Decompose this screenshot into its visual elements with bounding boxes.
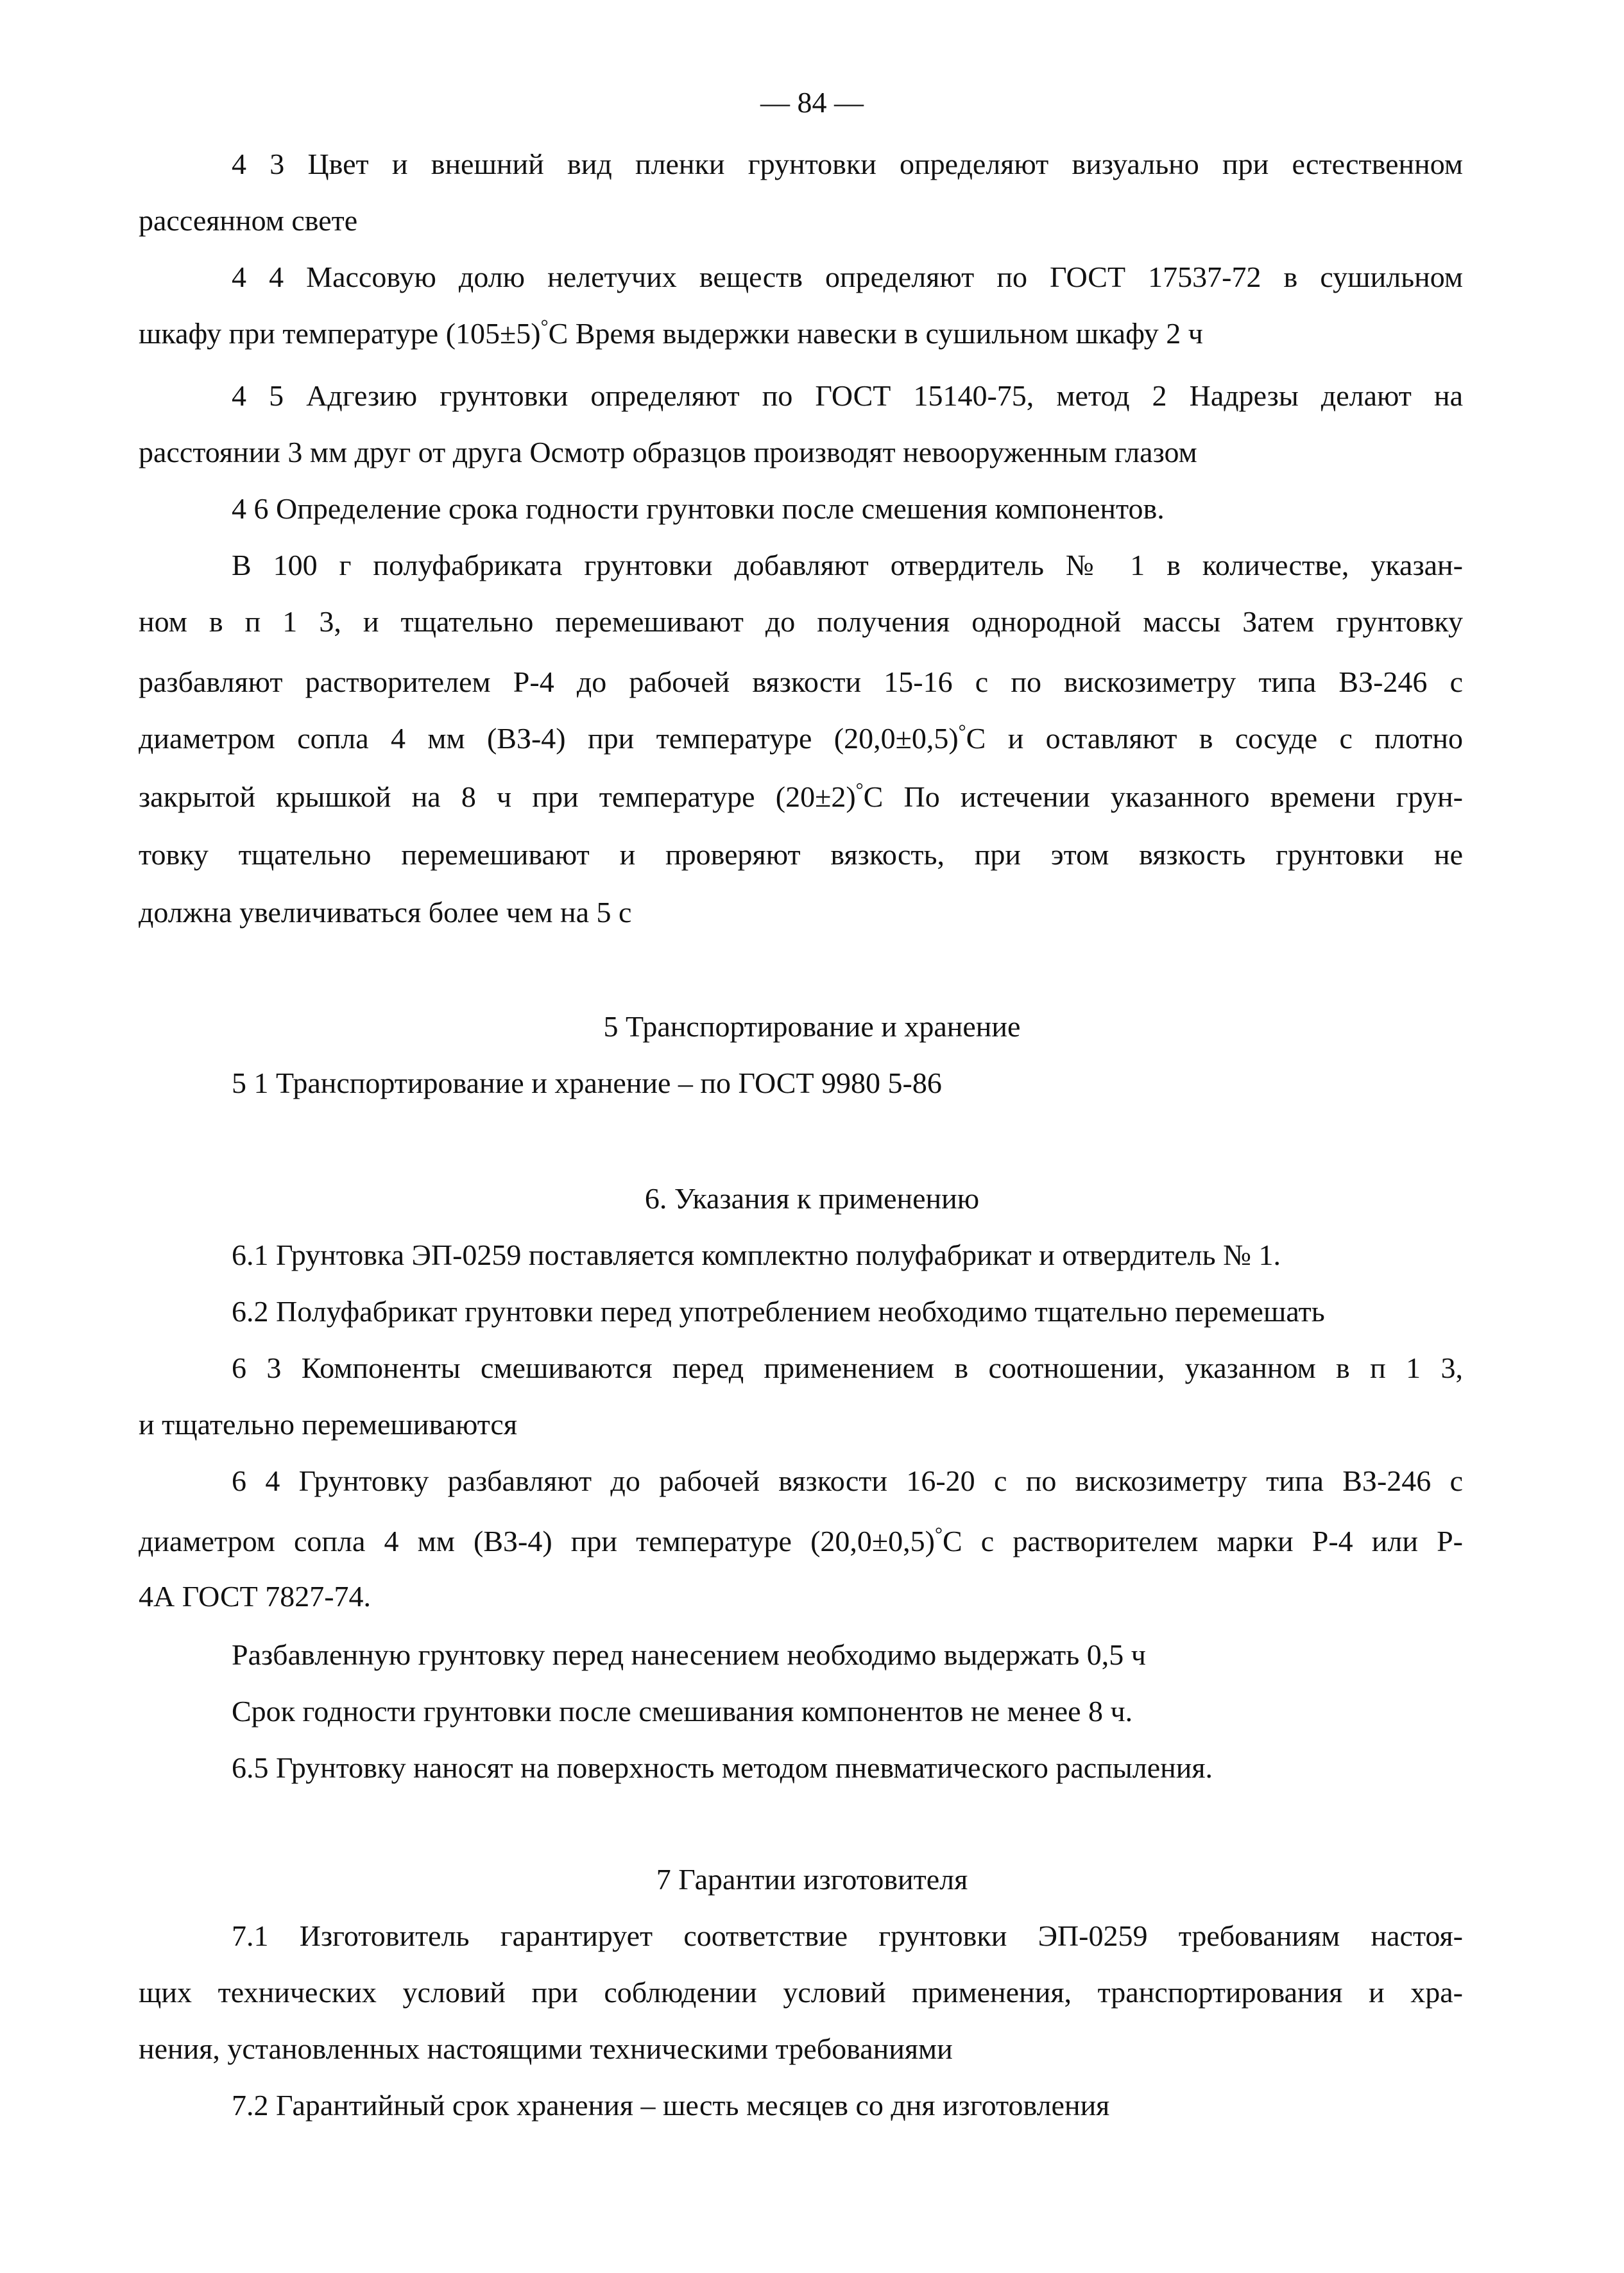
paragraph-4-3-line-1: 4 3 Цвет и внешний вид пленки грунтовки определяют визуально при естественном: [232, 148, 1463, 180]
section-6-heading: 6. Указания к применению: [644, 1182, 980, 1215]
paragraph-7-1-line-2: щих технических условий при соблюдении условий применения, транспортирования и хра-: [139, 1976, 1463, 2009]
paragraph-4-4-line-1: 4 4 Массовую долю нелетучих веществ определяют по ГОСТ 17537-72 в сушильном: [232, 261, 1463, 293]
paragraph-4-4-line-2: шкафу при температуре (105±5)°С Время выдержки навески в сушильном шкафу 2 ч: [139, 316, 1203, 350]
paragraph-4-5-line-1: 4 5 Адгезию грунтовки определяют по ГОСТ 15140-75, метод 2 Надрезы делают на: [232, 379, 1463, 412]
paragraph-dilution: Разбавленную грунтовку перед нанесением необходимо выдержать 0,5 ч: [232, 1638, 1146, 1671]
paragraph-5-1: 5 1 Транспортирование и хранение – по ГОСТ 9980 5-86: [232, 1067, 942, 1099]
paragraph-6-3-line-2: и тщательно перемешиваются: [139, 1408, 517, 1441]
paragraph-6-4-line-1: 6 4 Грунтовку разбавляют до рабочей вязкости 16-20 с по вискозиметру типа ВЗ-246 с: [232, 1464, 1463, 1497]
paragraph-4-3-line-2: рассеянном свете: [139, 204, 358, 237]
paragraph-method-line-3: разбавляют растворителем Р-4 до рабочей вязкости 15-16 с по вискозиметру типа ВЗ-246 с: [139, 665, 1463, 698]
paragraph-method-line-7: должна увеличиваться более чем на 5 с: [139, 896, 632, 929]
section-7-heading: 7 Гарантии изготовителя: [656, 1863, 968, 1896]
paragraph-pot-life: Срок годности грунтовки после смешивания компонентов не менее 8 ч.: [232, 1695, 1133, 1728]
paragraph-6-4-line-3: 4А ГОСТ 7827-74.: [139, 1580, 372, 1613]
paragraph-4-5-line-2: расстоянии 3 мм друг от друга Осмотр образцов производят невооруженным глазом: [139, 436, 1197, 468]
paragraph-4-6: 4 6 Определение срока годности грунтовки после смешения компонентов.: [232, 492, 1165, 525]
paragraph-7-2: 7.2 Гарантийный срок хранения – шесть месяцев со дня изготовления: [232, 2089, 1110, 2122]
section-5-heading: 5 Транспортирование и хранение: [603, 1010, 1021, 1043]
paragraph-method-line-6: товку тщательно перемешивают и проверяют вязкость, при этом вязкость грунтовки не: [139, 838, 1463, 871]
paragraph-7-1-line-1: 7.1 Изготовитель гарантирует соответствие грунтовки ЭП-0259 требованиям настоя-: [232, 1919, 1463, 1952]
paragraph-6-3-line-1: 6 3 Компоненты смешиваются перед применением в соотношении, указанном в п 1 3,: [232, 1351, 1463, 1384]
paragraph-method-line-1: В 100 г полуфабриката грунтовки добавляют отвердитель № 1 в количестве, указан-: [232, 549, 1463, 581]
paragraph-7-1-line-3: нения, установленных настоящими техническими требованиями: [139, 2032, 953, 2065]
paragraph-6-1: 6.1 Грунтовка ЭП-0259 поставляется комплектно полуфабрикат и отвердитель № 1.: [232, 1239, 1281, 1271]
paragraph-method-line-2: ном в п 1 3, и тщательно перемешивают до получения однородной массы Затем грунтовку: [139, 605, 1463, 638]
paragraph-6-4-line-2: диаметром сопла 4 мм (ВЗ-4) при температуре (20,0±0,5)°С с растворителем марки Р-4 или Р-: [139, 1523, 1464, 1557]
paragraph-6-2: 6.2 Полуфабрикат грунтовки перед употреблением необходимо тщательно перемешать: [232, 1295, 1325, 1328]
paragraph-method-line-5: закрытой крышкой на 8 ч при температуре (20±2)°С По истечении указанного времени грун-: [139, 779, 1464, 813]
paragraph-method-line-4: диаметром сопла 4 мм (ВЗ-4) при температуре (20,0±0,5)°С и оставляют в сосуде с плотно: [139, 721, 1463, 755]
page-number: — 84 —: [760, 86, 864, 119]
paragraph-6-5: 6.5 Грунтовку наносят на поверхность методом пневматического распыления.: [232, 1751, 1213, 1784]
